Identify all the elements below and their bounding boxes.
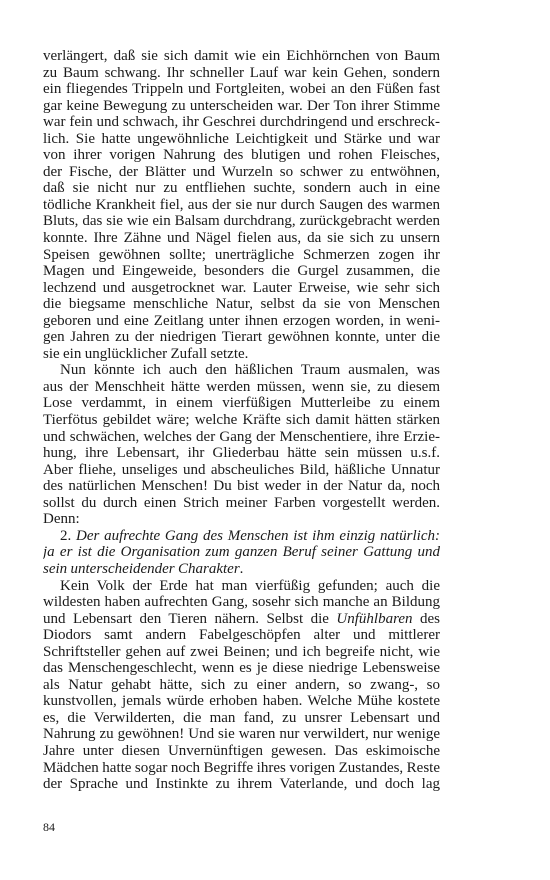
text-line-content: die biegsame menschliche Natur, selbst da sie von Menschen — [43, 296, 440, 313]
text-line — [43, 594, 440, 611]
text-line — [43, 660, 440, 677]
text-line-content: lechzend und ausgetrocknet war. Lauter Erweise, wie sehr sich — [43, 279, 440, 296]
text-line — [43, 627, 440, 644]
text-line-content: Tierfötus gebildet wäre; welche Kräfte sich damit hätten stärken — [43, 412, 440, 429]
text-line-content: von ihrer vorigen Nahrung des blutigen und rohen Fleisches, — [43, 147, 440, 164]
text-line-content: Kein Volk der Erde hat man vierfüßig gefunden; auch die — [60, 577, 440, 594]
body-text — [43, 48, 440, 793]
text-line — [43, 147, 440, 164]
text-line-content: als Natur gehabt hätte, sich zu einer andern, so zwang-, so — [43, 676, 440, 693]
text-line-content: tödliche Krankheit fiel, aus der sie nur durch Saugen des warmen — [43, 196, 440, 213]
text-line-content: des natürlichen Menschen! Du bist weder in der Natur da, noch — [43, 478, 440, 495]
text-line-content: Nun könnte ich auch den häßlichen Traum ausmalen, was — [60, 362, 440, 379]
text-line-content: wildesten haben aufrechten Gang, sosehr sich manche an Bildung — [43, 594, 440, 611]
text-line-content: gar keine Bewegung zu unterscheiden war. Der Ton ihrer Stimme — [43, 97, 440, 114]
text-line-content: Magen und Eingeweide, besonders die Gurgel zusammen, die — [43, 263, 440, 280]
text-line-content: Speisen gewöhnen sollte; unerträgliche Schmerzen zogen ihr — [43, 246, 440, 263]
text-line-content: sollst du durch einen Strich meiner Farben vorgestellt werden. — [43, 494, 440, 511]
text-line-content: sie ein unglücklicher Zufall setzte. — [43, 345, 249, 362]
italic-text: Unfühlbaren — [336, 610, 413, 627]
text-line — [43, 462, 440, 479]
text-line-content: Jahre unter diesen Unvernünftigen gewesen. Das eskimoische — [43, 742, 440, 759]
text-line — [43, 346, 440, 363]
text-line — [43, 395, 440, 412]
text-line-content: es, die Verwilderten, die man fand, zu unsrer Lebensart und — [43, 709, 440, 726]
text-line-content: geboren und eine Zeitlang unter ihnen erzogen worden, in weni- — [43, 312, 440, 329]
text-line-content: Nahrung zu gewöhnen! Und sie waren nur verwildert, nur wenige — [43, 726, 440, 743]
text-line — [43, 611, 440, 628]
text-line — [43, 528, 440, 545]
text-line — [43, 313, 440, 330]
text-line-content: Bluts, das sie wie ein Balsam durchdrang, zurückgebracht werden — [43, 213, 440, 230]
italic-text: ja er ist die Organisation zum ganzen Beruf seiner Gattung und — [43, 544, 440, 561]
text-line-continuation: des — [412, 610, 440, 627]
text-line — [43, 710, 440, 727]
text-line-content: 2. — [60, 527, 76, 544]
text-line — [43, 429, 440, 446]
text-line — [43, 644, 440, 661]
text-line — [43, 760, 440, 777]
text-line — [43, 677, 440, 694]
text-line-content: Schriftsteller gehen auf zwei Beinen; und ich begreife nicht, wie — [43, 643, 440, 660]
text-line-content: Aber fliehe, unseliges und abscheuliches Bild, häßliche Unnatur — [43, 461, 440, 478]
text-line — [43, 48, 440, 65]
text-line-content: war fein und schwach, ihr Geschrei durchdringend und erschreck- — [43, 114, 440, 131]
text-line — [43, 296, 440, 313]
text-line-content: lich. Sie hatte ungewöhnliche Leichtigkeit und Stärke und war — [43, 130, 440, 147]
text-line — [43, 230, 440, 247]
text-line — [43, 263, 440, 280]
text-line — [43, 280, 440, 297]
text-line — [43, 743, 440, 760]
text-line — [43, 247, 440, 264]
text-line — [43, 197, 440, 214]
text-line — [43, 544, 440, 561]
text-line-content: zu Baum schwang. Ihr schneller Lauf war kein Gehen, sondern — [43, 64, 440, 81]
book-page — [43, 48, 440, 793]
text-line — [43, 776, 440, 793]
text-line — [43, 81, 440, 98]
text-line-content: das Menschengeschlecht, wenn es je diese niedrige Lebensweise — [43, 660, 440, 677]
text-line-content: der Sprache und Instinkte zu ihrem Vaterlande, und doch lag — [43, 776, 440, 793]
text-line-content: und schwächen, welches der Gang der Menschentiere, ihre Erzie- — [43, 428, 440, 445]
italic-text: Der aufrechte Gang des Menschen ist ihm einzig natürlich: — [76, 527, 440, 544]
text-line-content: gen Jahren zu der niedrigen Tierart gewöhnen konnte, unter die — [43, 329, 440, 346]
text-line-content: aus der Menschheit hätte werden müssen, wenn sie, zu diesem — [43, 378, 440, 395]
page-number: 84 — [43, 820, 55, 834]
text-line-content: Lose verdammt, in einem vierfüßigen Mutterleibe zu einem — [43, 395, 440, 412]
text-line — [43, 362, 440, 379]
text-line — [43, 65, 440, 82]
text-line — [43, 726, 440, 743]
text-line-content: der Fische, der Blätter und Wurzeln so schwer zu entwöhnen, — [43, 163, 440, 180]
text-line — [43, 98, 440, 115]
text-line-content: verlängert, daß sie sich damit wie ein Eichhörnchen von Baum — [43, 48, 440, 64]
text-line-content: Mädchen hatte sogar noch Begriffe ihres vorigen Zustandes, Reste — [43, 759, 440, 776]
text-line — [43, 445, 440, 462]
text-line — [43, 379, 440, 396]
text-line — [43, 114, 440, 131]
text-line — [43, 578, 440, 595]
text-line — [43, 412, 440, 429]
text-line-content: ein fliegendes Trippeln und Fortgleiten, wobei an den Füßen fast — [43, 81, 440, 98]
text-line — [43, 495, 440, 512]
text-line — [43, 164, 440, 181]
text-line — [43, 180, 440, 197]
text-line-content: Diodors samt andern Fabelgeschöpfen alter und mittlerer — [43, 627, 440, 644]
text-line-content: Denn: — [43, 511, 80, 528]
text-line-content: hung, ihre Lebensart, ihr Gliederbau hätte sein müssen u.s.f. — [43, 445, 440, 462]
text-line-content: und Lebensart den Tieren nähern. Selbst die — [43, 610, 337, 627]
text-line-content: konnte. Ihre Zähne und Nägel fielen aus, da sie sich zu unsern — [43, 230, 440, 247]
italic-text: sein unterscheidender Charakter — [43, 560, 240, 577]
text-line — [43, 478, 440, 495]
text-line — [43, 131, 440, 148]
text-line-content: daß sie nicht nur zu entfliehen suchte, sondern auch in eine — [43, 180, 440, 197]
text-line — [43, 213, 440, 230]
text-line — [43, 329, 440, 346]
text-line — [43, 693, 440, 710]
text-line — [43, 511, 440, 528]
text-line-continuation: . — [239, 560, 244, 577]
text-line — [43, 561, 440, 578]
text-line-content: kunstvollen, jemals würde erhoben haben. Welche Mühe kostete — [43, 693, 440, 710]
